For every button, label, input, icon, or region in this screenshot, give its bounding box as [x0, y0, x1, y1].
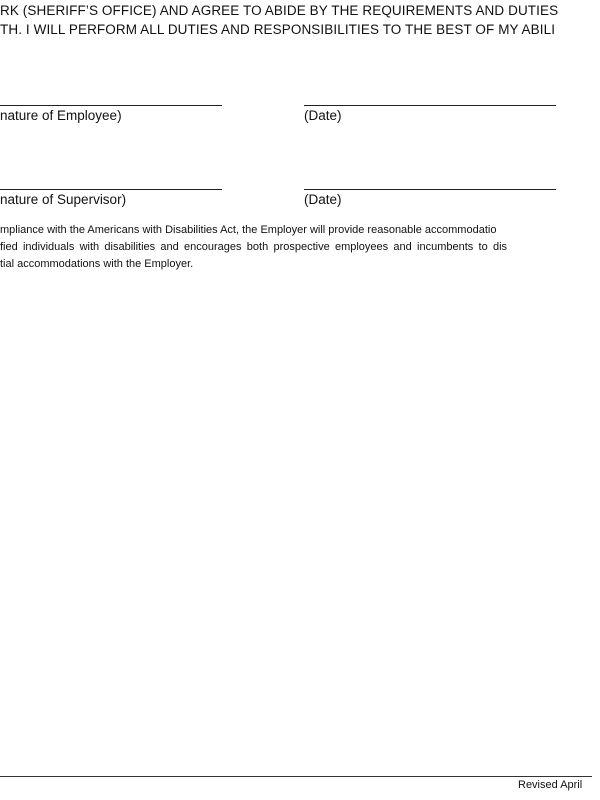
ada-notice-line-2: fied individuals with disabilities and encourages both prospective employees and incumbents to dis: [0, 241, 508, 253]
employee-date-label: (Date): [304, 108, 342, 123]
footer-revised-text: Revised April: [518, 779, 583, 791]
supervisor-date-label: (Date): [304, 192, 342, 207]
employee-date-line[interactable]: [304, 105, 556, 106]
statement-line-1: RK (SHERIFF’S OFFICE) AND AGREE TO ABIDE BY THE REQUIREMENTS AND DUTIES: [0, 3, 559, 18]
supervisor-signature-line[interactable]: [0, 189, 222, 190]
employee-signature-line[interactable]: [0, 105, 222, 106]
supervisor-signature-label: nature of Supervisor): [0, 192, 127, 207]
statement-line-2: TH. I WILL PERFORM ALL DUTIES AND RESPONSIBILITIES TO THE BEST OF MY ABILI: [0, 22, 556, 37]
employee-signature-label: nature of Employee): [0, 108, 122, 123]
supervisor-date-line[interactable]: [304, 189, 556, 190]
ada-notice-line-3: tial accommodations with the Employer.: [0, 258, 194, 270]
footer-divider: [0, 776, 592, 777]
ada-notice-line-1: mpliance with the Americans with Disabilities Act, the Employer will provide reasonable accommodatio: [0, 224, 497, 236]
